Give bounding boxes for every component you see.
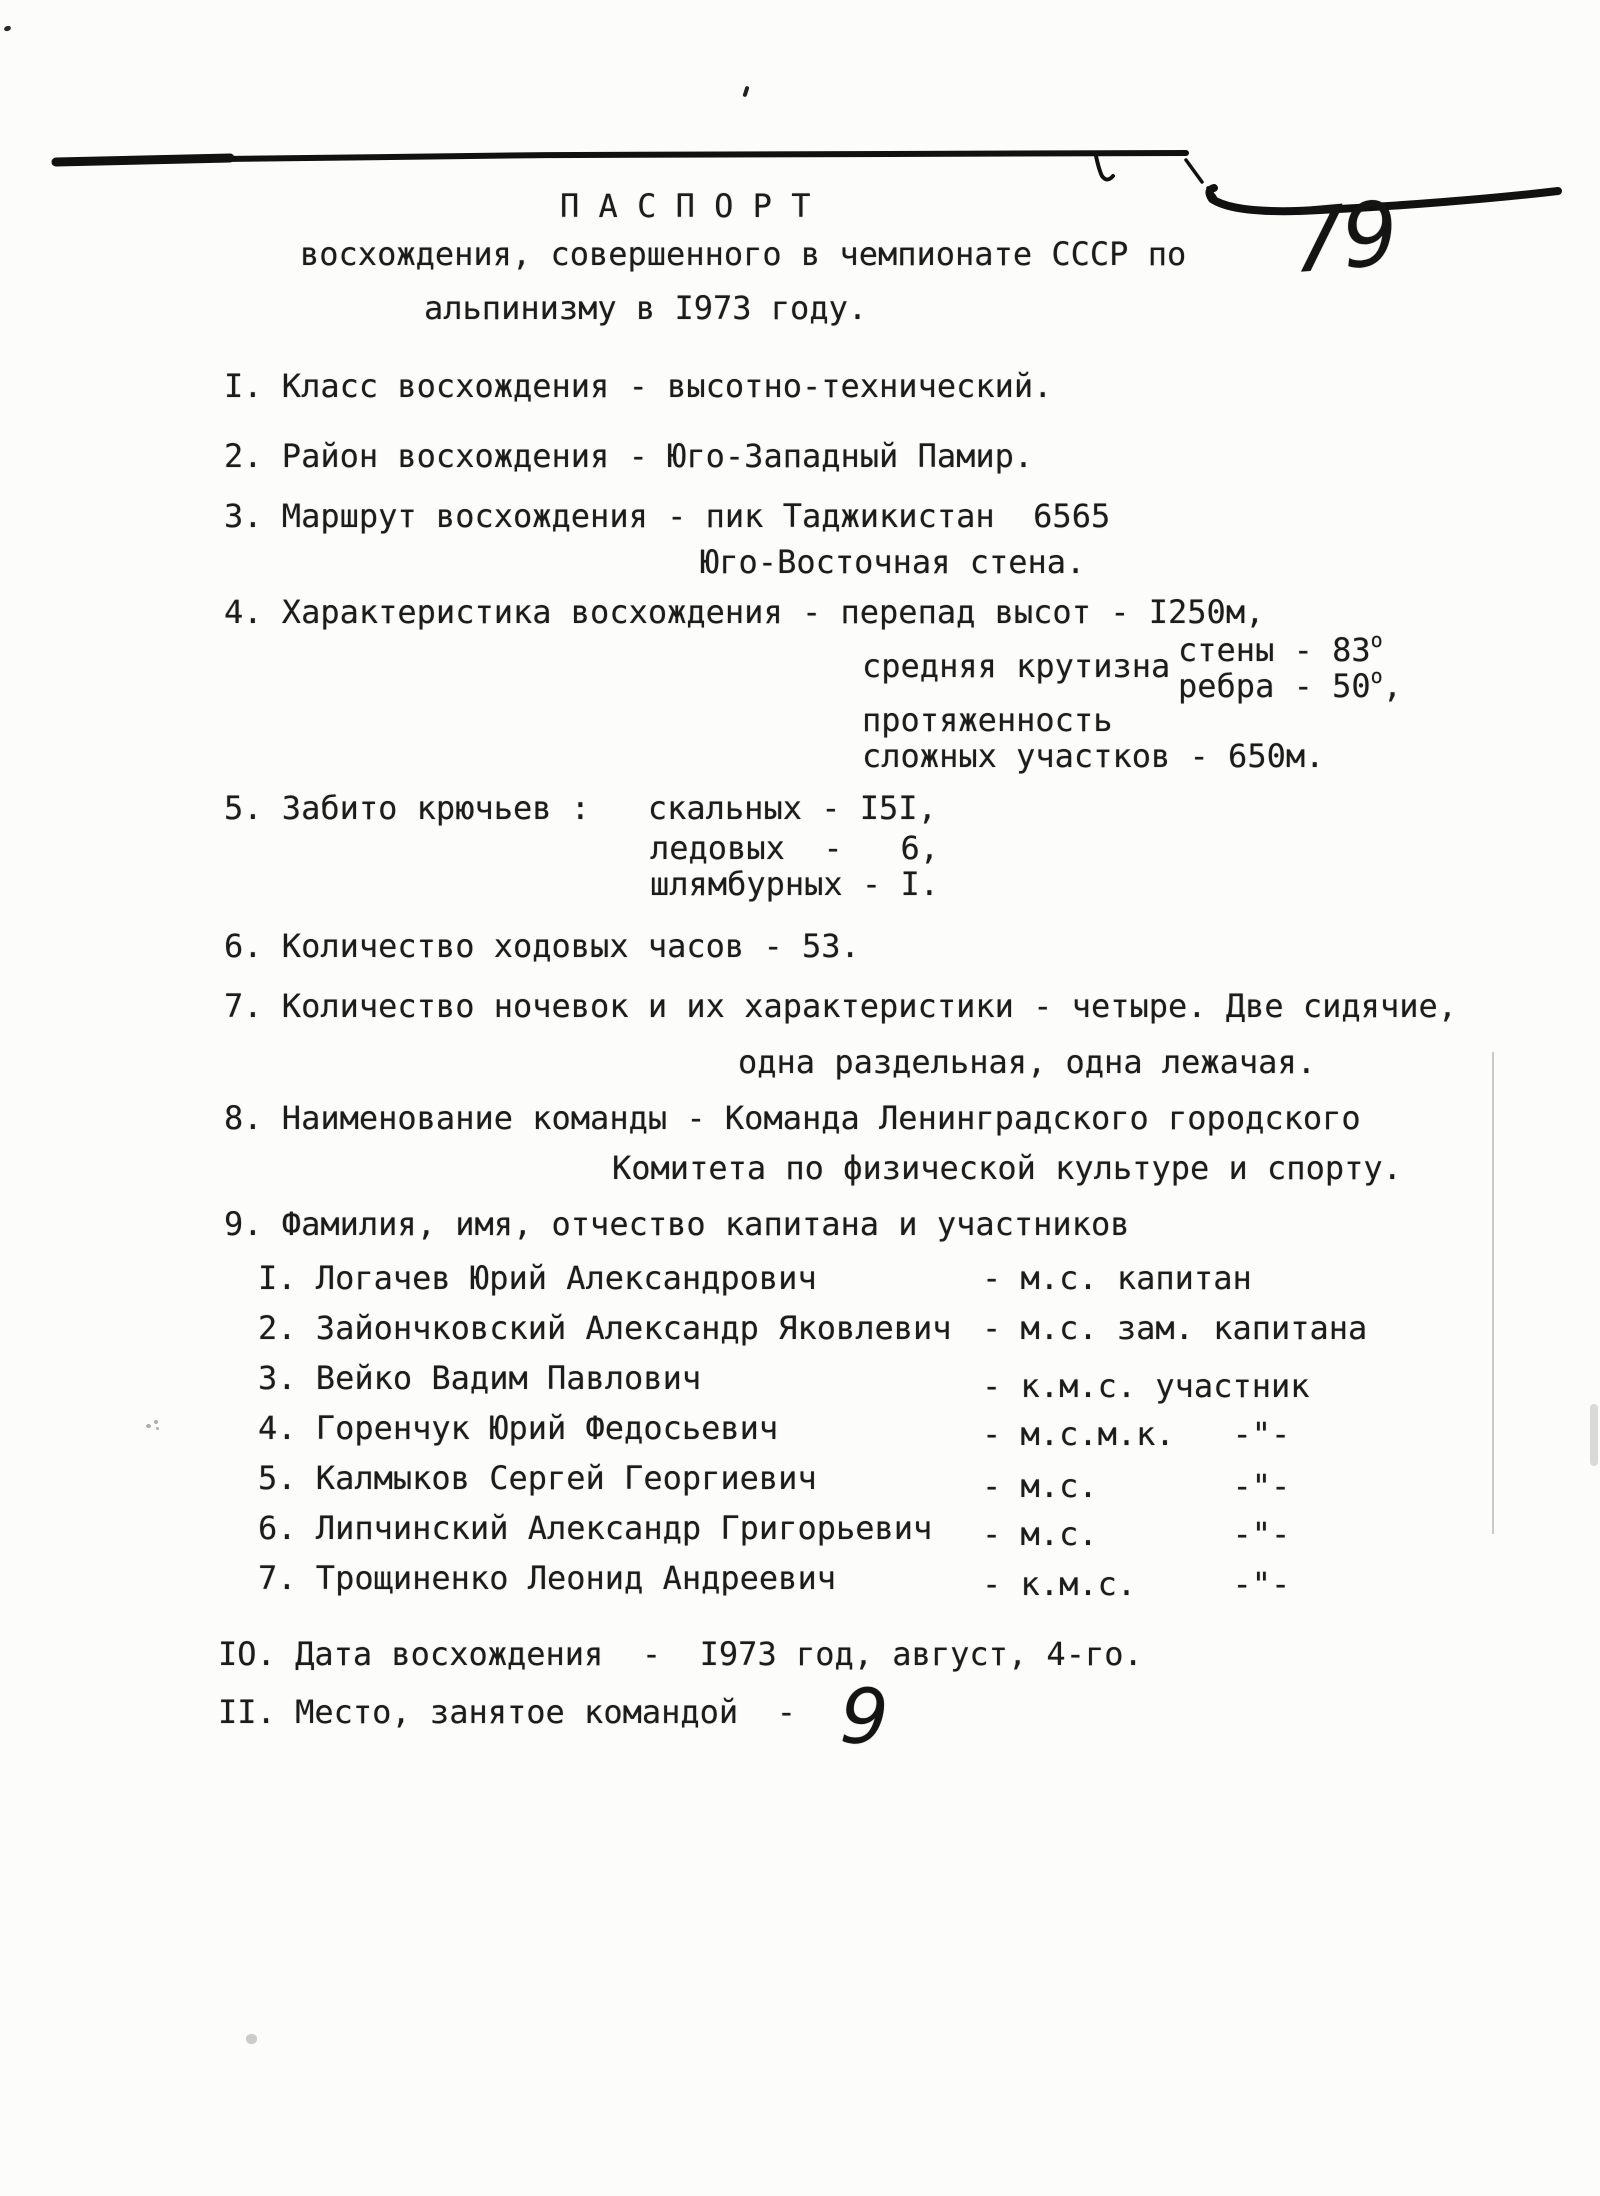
item-5-pitons-line-1: 5. Забито крючьев : скальных - I5I,	[224, 789, 937, 827]
smudge-dot	[156, 1427, 159, 1430]
item-10-date: IO. Дата восхождения - I973 год, август, 4-го.	[218, 1635, 1143, 1673]
item-9-header: 9. Фамилия, имя, отчество капитана и участников	[224, 1205, 1130, 1243]
item-5-pitons-line-3: шлямбурных - I.	[650, 865, 939, 903]
scan-line-artifact	[1492, 1052, 1494, 1534]
item-4-rib-text: ребра - 50	[1178, 667, 1371, 705]
pen-dash-2	[1208, 188, 1215, 197]
participant-row-7-name: 7. Трощиненко Леонид Андреевич	[258, 1559, 836, 1597]
participant-row-6-rank: - м.с. -"-	[982, 1515, 1291, 1553]
participant-row-2-rank: - м.с. зам. капитана	[982, 1309, 1368, 1347]
participant-row-5-name: 5. Калмыков Сергей Георгиевич	[258, 1459, 817, 1497]
item-5-pitons-line-2: ледовых - 6,	[650, 829, 939, 867]
document-title: П А С П О Р Т	[560, 187, 811, 225]
item-8-team-line-1: 8. Наименование команды - Команда Ленинградского городского	[224, 1099, 1361, 1137]
item-4-characteristics-line-1: 4. Характеристика восхождения - перепад высот - I250м,	[224, 593, 1265, 631]
item-11-place-label: II. Место, занятое командой -	[218, 1693, 796, 1731]
participant-row-5-rank: - м.с. -"-	[982, 1467, 1291, 1505]
item-4-rib-degree: о	[1370, 664, 1383, 688]
item-3-route-line-1: 3. Маршрут восхождения - пик Таджикистан 6565	[224, 497, 1111, 535]
participant-row-2-name: 2. Зайончковский Александр Яковлевич	[258, 1309, 952, 1347]
participant-row-1-rank: - м.с. капитан	[982, 1259, 1252, 1297]
item-6-hours: 6. Количество ходовых часов - 53.	[224, 927, 860, 965]
handwritten-page-number: 79	[1285, 181, 1399, 294]
item-4-wall-steepness	[1178, 630, 1383, 668]
item-7-bivouacs-line-2: одна раздельная, одна лежачая.	[738, 1043, 1316, 1081]
smudge-dot	[154, 1420, 158, 1424]
participant-row-3-rank: - к.м.с. участник	[982, 1367, 1310, 1405]
item-4-characteristics-line-4: сложных участков - 650м.	[862, 737, 1325, 775]
pen-dash-1	[1186, 160, 1202, 182]
margin-smudge	[146, 1420, 160, 1430]
edge-dot	[3, 25, 11, 32]
item-8-team-line-2: Комитета по физической культуре и спорту.	[612, 1149, 1402, 1187]
top-rule-line-thick-start	[56, 158, 230, 162]
smudge-dot	[146, 1424, 151, 1428]
item-4-characteristics-line-3: протяженность	[862, 701, 1113, 739]
participant-row-4-rank: - м.с.м.к. -"-	[982, 1415, 1291, 1453]
participant-row-4-name: 4. Горенчук Юрий Федосьевич	[258, 1409, 779, 1447]
item-1-class: I. Класс восхождения - высотно-технический.	[224, 367, 1053, 405]
participant-row-7-rank: - к.м.с. -"-	[982, 1565, 1291, 1603]
pen-tick-mark	[1096, 156, 1113, 180]
ink-speck	[742, 86, 749, 98]
item-4-wall-degree: о	[1370, 628, 1383, 652]
item-4-steepness-label: средняя крутизна	[862, 647, 1171, 685]
item-4-rib-comma: ,	[1382, 667, 1402, 705]
item-4-wall-text: стены - 83	[1178, 631, 1371, 669]
top-rule-line	[56, 153, 1186, 161]
paper-speck	[246, 2034, 257, 2044]
participant-row-6-name: 6. Липчинский Александр Григорьевич	[258, 1509, 933, 1547]
item-4-rib-steepness	[1178, 666, 1402, 704]
subtitle-line-1: восхождения, совершенного в чемпионате СССР по	[300, 235, 1187, 273]
participant-row-3-name: 3. Вейко Вадим Павлович	[258, 1359, 702, 1397]
item-3-route-line-2: Юго-Восточная стена.	[700, 543, 1086, 581]
item-2-region: 2. Район восхождения - Юго-Западный Памир.	[224, 437, 1034, 475]
subtitle-line-2: альпинизму в I973 году.	[424, 289, 868, 327]
item-7-bivouacs-line-1: 7. Количество ночевок и их характеристики - четыре. Две сидячие,	[224, 987, 1457, 1025]
participant-row-1-name: I. Логачев Юрий Александрович	[258, 1259, 817, 1297]
handwritten-team-place: 9	[838, 1671, 890, 1762]
edge-smudge	[1590, 1404, 1598, 1466]
